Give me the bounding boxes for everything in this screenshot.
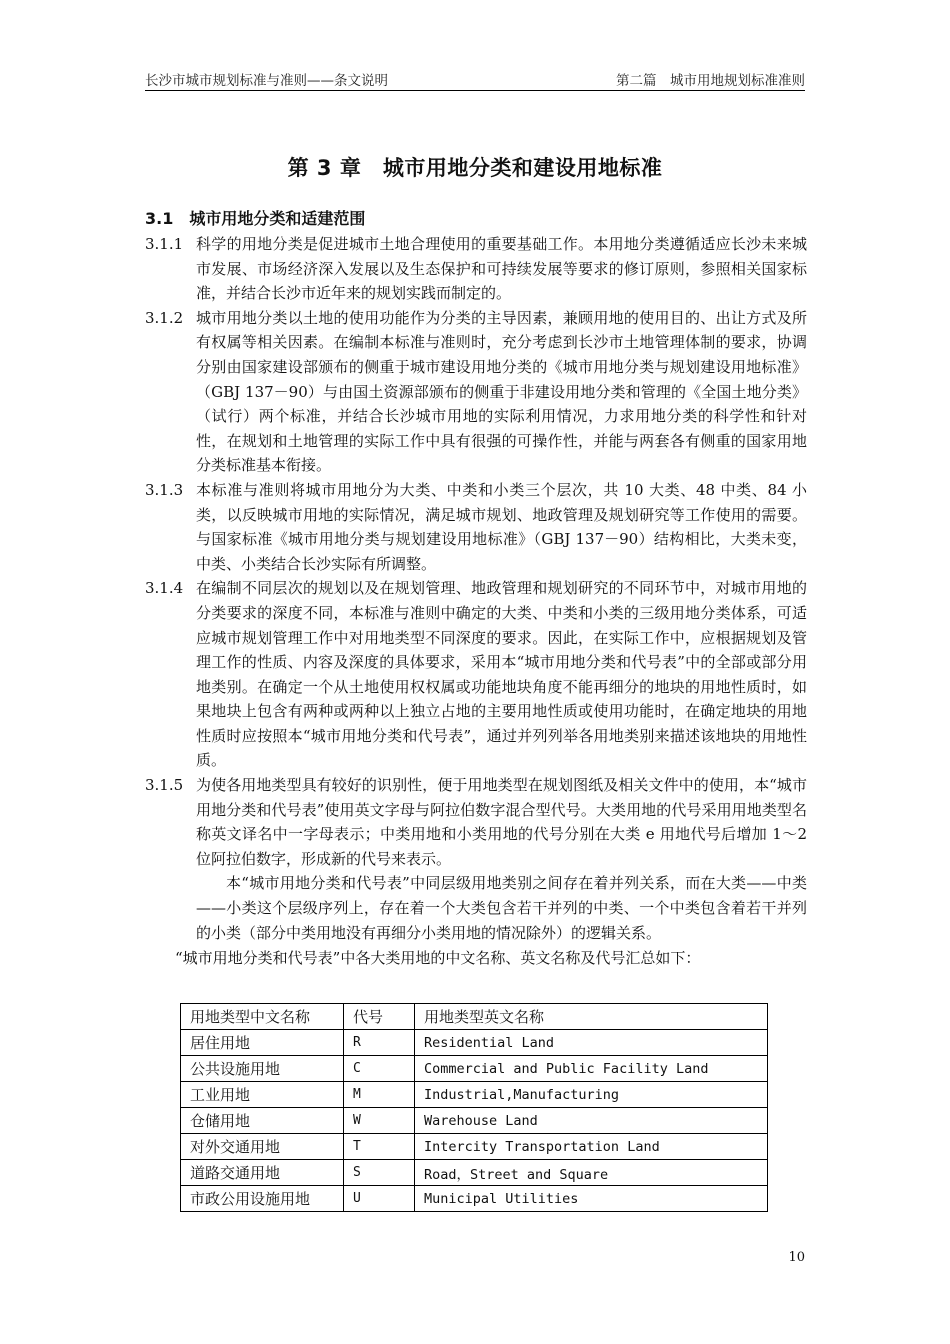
header-code: 代号 bbox=[344, 1004, 415, 1030]
clause-text: 本标准与准则将城市用地分为大类、中类和小类三个层次，共 10 大类、48 中类、84 小类，以反映城市用地的实际情况，满足城市规划、地政管理及规划研究等工作使用的需要。与国家标准《城市用地分类与规划建设用地标准》（GBJ 137－90）结构相比，大类未变，中类、小类结合长沙实际有所调整。 bbox=[196, 480, 807, 573]
table-row bbox=[181, 1030, 768, 1056]
header-english-name: 用地类型英文名称 bbox=[415, 1004, 768, 1030]
code-cell: U bbox=[344, 1186, 415, 1212]
code-cell: W bbox=[344, 1108, 415, 1134]
land-use-code-table bbox=[180, 1003, 768, 1212]
clause-3-1-4 bbox=[145, 576, 807, 773]
clause-number: 3.1.5 bbox=[145, 776, 184, 795]
clause-number: 3.1.3 bbox=[145, 480, 184, 499]
chinese-name-cell: 居住用地 bbox=[181, 1030, 344, 1056]
chinese-name-cell: 对外交通用地 bbox=[181, 1134, 344, 1160]
clause-3-1-2 bbox=[145, 306, 807, 478]
table-header-row bbox=[181, 1004, 768, 1030]
english-name-cell: Commercial and Public Facility Land bbox=[415, 1056, 768, 1082]
english-name-cell: Warehouse Land bbox=[415, 1108, 768, 1134]
code-cell: T bbox=[344, 1134, 415, 1160]
table-row bbox=[181, 1160, 768, 1186]
code-cell: R bbox=[344, 1030, 415, 1056]
code-cell: M bbox=[344, 1082, 415, 1108]
header-part-title: 第二篇 城市用地规划标准准则 bbox=[616, 73, 805, 89]
section-title: 3.1 城市用地分类和适建范围 bbox=[145, 209, 366, 228]
chinese-name-cell: 工业用地 bbox=[181, 1082, 344, 1108]
chinese-name-cell: 道路交通用地 bbox=[181, 1160, 344, 1186]
english-name-cell: Industrial,Manufacturing bbox=[415, 1082, 768, 1108]
code-cell: C bbox=[344, 1056, 415, 1082]
clause-number: 3.1.4 bbox=[145, 579, 184, 598]
clause-text: 城市用地分类以土地的使用功能作为分类的主导因素，兼顾用地的使用目的、出让方式及所有权属等相关因素。在编制本标准与准则时，充分考虑到长沙市土地管理体制的要求，协调分别由国家建设部颁布的侧重于城市建设用地分类的《城市用地分类与规划建设用地标准》（GBJ 137－90）与由国土资源部颁布的侧重于非建设用地分类和管理的《全国土地分类》（试行）两个标准，并结合长沙城市用地的实际利用情况，力求用地分类的科学性和针对性，在规划和土地管理的实际工作中具有很强的可操作性，并能与两套各有侧重的国家用地分类标准基本衔接。 bbox=[196, 308, 807, 475]
english-name-cell: Road，Street and Square bbox=[415, 1160, 768, 1186]
code-cell: S bbox=[344, 1160, 415, 1186]
table-row bbox=[181, 1134, 768, 1160]
header-chinese-name: 用地类型中文名称 bbox=[181, 1004, 344, 1030]
table-row bbox=[181, 1082, 768, 1108]
clause-3-1-1 bbox=[145, 232, 807, 306]
running-header bbox=[145, 68, 805, 91]
table-row bbox=[181, 1186, 768, 1212]
clause-text: 科学的用地分类是促进城市土地合理使用的重要基础工作。本用地分类遵循适应长沙未来城市发展、市场经济深入发展以及生态保护和可持续发展等要求的修订原则，参照相关国家标准，并结合长沙市近年来的规划实践而制定的。 bbox=[196, 235, 807, 303]
english-name-cell: Municipal Utilities bbox=[415, 1186, 768, 1212]
clause-text: 在编制不同层次的规划以及在规划管理、地政管理和规划研究的不同环节中，对城市用地的分类要求的深度不同，本标准与准则中确定的大类、中类和小类的三级用地分类体系，可适应城市规划管理工作中对用地类型不同深度的要求。因此，在实际工作中，应根据规划及管理工作的性质、内容及深度的具体要求，采用本“城市用地分类和代号表”中的全部或部分用地类别。在确定一个从土地使用权权属或功能地块角度不能再细分的地块的用地性质时，如果地块上包含有两种或两种以上独立占地的主要用地性质或使用功能时，在确定地块的用地性质时应按照本“城市用地分类和代号表”，通过并列列举各用地类别来描述该地块的用地性质。 bbox=[196, 579, 807, 770]
clause-3-1-3 bbox=[145, 478, 807, 576]
chinese-name-cell: 公共设施用地 bbox=[181, 1056, 344, 1082]
table-caption: “城市用地分类和代号表”中各大类用地的中文名称、英文名称及代号汇总如下： bbox=[175, 949, 701, 968]
clause-3-1-5-paragraph-2: 本“城市用地分类和代号表”中同层级用地类别之间存在着并列关系，而在大类——中类——小类这个层级序列上，存在着一个大类包含若干并列的中类、一个中类包含着若干并列的小类（部分中类用地没有再细分小类用地的情况除外）的逻辑关系。 bbox=[196, 874, 807, 942]
chapter-title: 第 3 章 城市用地分类和建设用地标准 bbox=[287, 156, 663, 180]
table-row bbox=[181, 1108, 768, 1134]
header-document-title: 长沙市城市规划标准与准则——条文说明 bbox=[145, 73, 388, 89]
clause-number: 3.1.2 bbox=[145, 308, 184, 327]
clause-number: 3.1.1 bbox=[145, 235, 184, 253]
page-number: 10 bbox=[788, 1250, 805, 1265]
body-text bbox=[145, 232, 807, 971]
clause-text: 为使各用地类型具有较好的识别性，便于用地类型在规划图纸及相关文件中的使用，本“城市用地分类和代号表”使用英文字母与阿拉伯数字混合型代号。大类用地的代号采用用地类型名称英文译名中一字母表示；中类用地和小类用地的代号分别在大类 e 用地代号后增加 1～2 位阿拉伯数字，形成新的代号来表示。 bbox=[196, 776, 807, 868]
english-name-cell: Intercity Transportation Land bbox=[415, 1134, 768, 1160]
english-name-cell: Residential Land bbox=[415, 1030, 768, 1056]
chinese-name-cell: 市政公用设施用地 bbox=[181, 1186, 344, 1212]
clause-3-1-5 bbox=[145, 773, 807, 871]
table-row bbox=[181, 1056, 768, 1082]
chinese-name-cell: 仓储用地 bbox=[181, 1108, 344, 1134]
